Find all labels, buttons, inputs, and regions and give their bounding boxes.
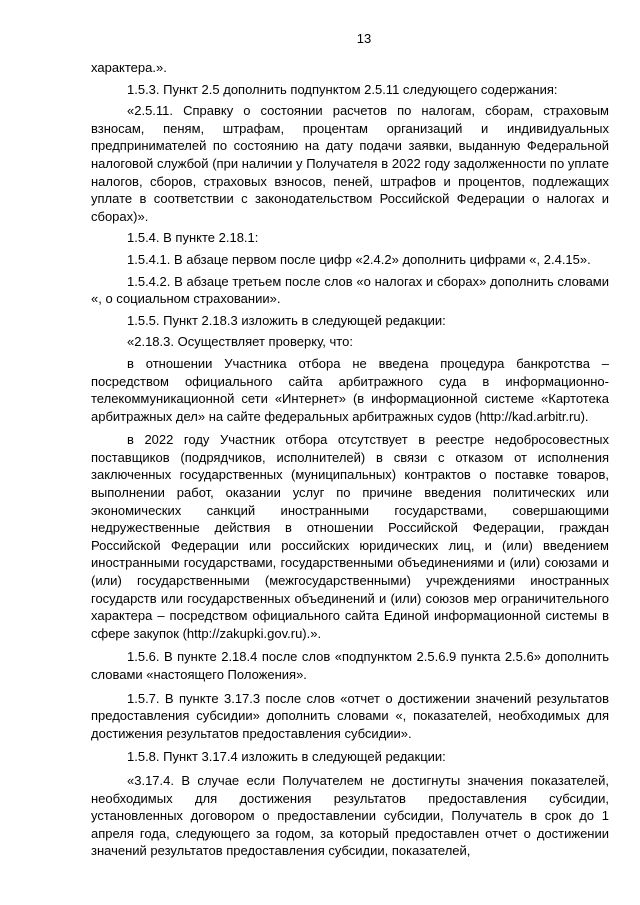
paragraph-1-5-8: 1.5.8. Пункт 3.17.4 изложить в следующей редакции: <box>127 749 446 765</box>
page-number: 13 <box>356 31 372 46</box>
paragraph-1-5-6: 1.5.6. В пункте 2.18.4 после слов «подпунктом 2.5.6.9 пункта 2.5.6» дополнить словами «настоящего Положения». <box>91 649 609 682</box>
paragraph-1-5-5: 1.5.5. Пункт 2.18.3 изложить в следующей редакции: <box>127 312 446 328</box>
paragraph-1-5-4-2: 1.5.4.2. В абзаце третьем после слов «о налогах и сборах» дополнить словами «, о социальном страховании». <box>91 273 609 307</box>
paragraph-continuation: характера.». <box>91 60 167 75</box>
paragraph-1-5-7: 1.5.7. В пункте 3.17.3 после слов «отчет о достижении значений результатов предоставления субсидии» дополнить словами «, показателей, необходимых для достижения результатов предоставления субсидии». <box>91 690 609 741</box>
paragraph-1-5-3: 1.5.3. Пункт 2.5 дополнить подпунктом 2.5.11 следующего содержания: <box>127 81 558 97</box>
paragraph-1-5-4: 1.5.4. В пункте 2.18.1: <box>127 230 259 246</box>
paragraph-3-17-4: «3.17.4. В случае если Получателем не достигнуты значения показателей, необходимых для достижения результатов предоставления субсидии, установленных договором о предоставлении субсидии, Получатель в срок до 1 апреля года, следующего за годом, за который предоставлен отчет о достижении значений результатов предоставления субсидии, показателей, <box>91 772 609 859</box>
paragraph-2-18-3: «2.18.3. Осуществляет проверку, что: <box>127 334 353 350</box>
paragraph-registry-check: в 2022 году Участник отбора отсутствует в реестре недобросовестных поставщиков (подрядчиков, исполнителей) в связи с отказом от исполнения заключенных государственных (муниципальных) контрактов о поставке товаров, выполнении работ, оказании услуг по причине введения политических или экономических санкций иностранными государствами, совершающими недружественные действия в отношении Российской Федерации, граждан Российской Федерации или российских юридических лиц, и (или) введением иностранными государствами, государственными объединениями и (или) союзами и (или) государственными (межгосударственными) учреждениями иностранных государств или государственных объединений и (или) союзов мер ограничительного характера – посредством официального сайта Единой информационной системы в сфере закупок (http://zakupki.gov.ru).». <box>91 432 609 641</box>
paragraph-1-5-4-1: 1.5.4.1. В абзаце первом после цифр «2.4.2» дополнить цифрами «, 2.4.15». <box>127 251 591 267</box>
paragraph-bankruptcy-check: в отношении Участника отбора не введена процедура банкротства – посредством официального сайта арбитражного суда в информационно-телекоммуникационной сети «Интернет» (в информационной системе «Картотека арбитражных дел» на сайте федеральных арбитражных судов (http://kad.arbitr.ru). <box>91 355 609 424</box>
paragraph-2-5-11: «2.5.11. Справку о состоянии расчетов по налогам, сборам, страховым взносам, пеням, штрафам, процентам организаций и индивидуальных предпринимателей по состоянию на дату подачи заявки, выданную Федеральной налоговой службой (при наличии у Получателя в 2022 году задолженности по уплате налогов, сборов, страховых взносов, пеней, штрафов и процентов, подлежащих уплате в соответствии с законодательством Российской Федерации о налогах и сборах)». <box>91 103 609 224</box>
